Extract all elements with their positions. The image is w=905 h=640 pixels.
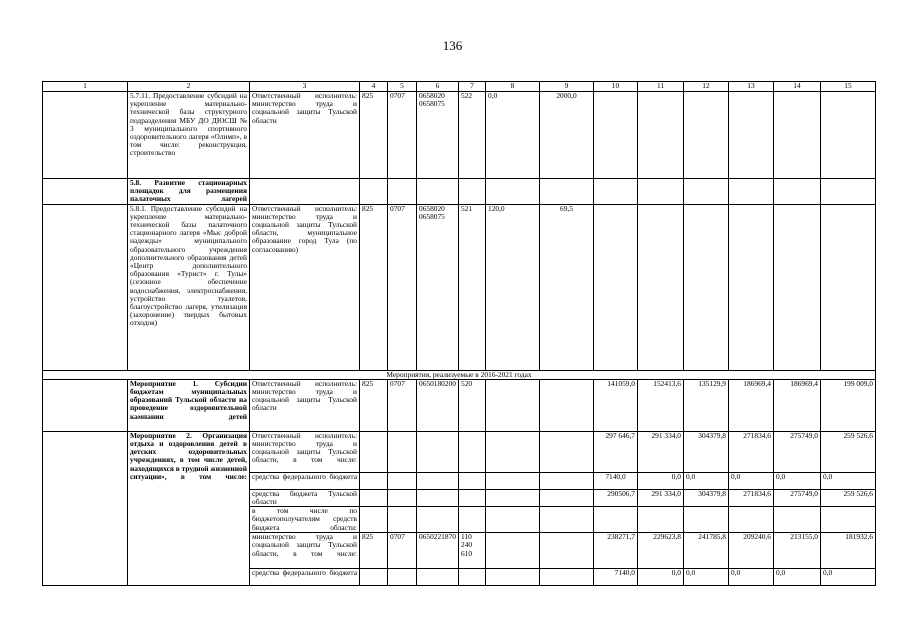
col-header: 12 xyxy=(684,82,729,92)
col-header: 5 xyxy=(388,82,417,92)
cell-value: 238271,7 xyxy=(594,533,638,569)
cell-value: 209240,6 xyxy=(729,533,774,569)
cell-value: 0,0 xyxy=(638,472,684,489)
cell-value: 69,5 xyxy=(540,204,594,370)
table-row xyxy=(43,379,876,431)
executor: Ответственный исполнитель: министерство труда и социальной защиты Тульской области xyxy=(250,379,360,431)
cell-grbs: 825 xyxy=(360,379,388,431)
table-row xyxy=(43,431,876,472)
col-header: 9 xyxy=(540,82,594,92)
cell-value: 0,0 xyxy=(638,569,684,586)
subsection-title: 5.8. Развитие стационарных площадок для размещения палаточных лагерей xyxy=(128,179,250,205)
executor: средства бюджета Тульской области xyxy=(250,489,360,506)
executor: средства федерального бюджета xyxy=(250,569,360,586)
cell-value: 135129,9 xyxy=(684,379,729,431)
executor: средства федерального бюджета xyxy=(250,472,360,489)
page-number: 136 xyxy=(442,38,463,53)
cell-target: 0650221870 xyxy=(417,533,459,569)
cell-section: 0707 xyxy=(388,533,417,569)
measure-name: Мероприятие 1. Субсидии бюджетам муниципальных образований Тульской области на проведение оздоровительной кампании детей xyxy=(128,379,250,431)
section-title: Мероприятия, реализуемые в 2016-2021 годах xyxy=(43,370,876,379)
executor: Ответственный исполнитель: министерство труда и социальной защиты Тульской области, в том числе: xyxy=(250,431,360,472)
cell-value: 0,0 xyxy=(774,472,821,489)
col-header: 1 xyxy=(43,82,128,92)
cell-type: 520 xyxy=(459,379,486,431)
cell-grbs: 825 xyxy=(360,92,388,179)
col-header: 3 xyxy=(250,82,360,92)
cell-value: 241785,8 xyxy=(684,533,729,569)
table-row xyxy=(43,204,876,370)
cell-value: 2000,0 xyxy=(540,92,594,179)
cell-type: 521 xyxy=(459,204,486,370)
budget-table xyxy=(42,81,876,586)
cell-value: 199 009,0 xyxy=(821,379,876,431)
cell-value: 291 334,0 xyxy=(638,431,684,472)
cell-value: 229623,8 xyxy=(638,533,684,569)
cell-value: 290506,7 xyxy=(594,489,638,506)
cell-value: 271834,6 xyxy=(729,489,774,506)
measure-name: 5.8.1. Предоставление субсидий на укрепление материально-технической базы палаточного стационарного лагеря «Мыс доброй надежды» муниципального образовательного учреждения дополнительного образования детей «Центр дополнительного образования «Турист» г. Тулы» (сезонное обеспечение водоснабжения, электроснабжения, устройство туалетов, благоустройство лагеря, утилизация (захоронение) твердых бытовых отходов) xyxy=(128,204,250,370)
cell-type: 110 240 610 xyxy=(459,533,486,569)
section-row xyxy=(43,370,876,379)
executor: в том числе по бюджетополучателям средств бюджета области: xyxy=(250,507,360,533)
cell-value: 0,0 xyxy=(774,569,821,586)
cell-section: 0707 xyxy=(388,92,417,179)
cell-value: 0,0 xyxy=(729,569,774,586)
table-row xyxy=(43,179,876,205)
col-header: 8 xyxy=(486,82,540,92)
cell-grbs: 825 xyxy=(360,204,388,370)
cell-target: 0650180200 xyxy=(417,379,459,431)
cell-value: 141059,0 xyxy=(594,379,638,431)
cell-value: 7140,0 xyxy=(594,472,638,489)
executor: Ответственный исполнитель: министерство труда и социальной защиты Тульской области, муниципальное образование город Тула (по согласованию) xyxy=(250,204,360,370)
cell-value: 186969,4 xyxy=(729,379,774,431)
cell-value: 0,0 xyxy=(486,92,540,179)
col-header: 6 xyxy=(417,82,459,92)
header-row xyxy=(43,82,876,92)
cell-value: 186969,4 xyxy=(774,379,821,431)
cell-value: 259 526,6 xyxy=(821,489,876,506)
cell-value: 275749,0 xyxy=(774,489,821,506)
cell-value: 0,0 xyxy=(684,569,729,586)
cell-value: 259 526,6 xyxy=(821,431,876,472)
cell-value: 0,0 xyxy=(684,472,729,489)
cell-value: 152413,6 xyxy=(638,379,684,431)
col-header: 14 xyxy=(774,82,821,92)
cell-section: 0707 xyxy=(388,379,417,431)
measure-name: 5.7.11. Предоставление субсидий на укрепление материально-технической базы структурного подразделения МБУ ДО ДЮСШ № 3 муниципального спортивного оздоровительного лагеря «Олимп», в том числе: реконструкция, строительство xyxy=(128,92,250,179)
col-header: 10 xyxy=(594,82,638,92)
table-row xyxy=(43,92,876,179)
cell-value: 213155,0 xyxy=(774,533,821,569)
cell-value: 291 334,0 xyxy=(638,489,684,506)
measure-name: Мероприятие 2. Организация отдыха и оздоровления детей в детских оздоровительных учреждениях, в том числе детей, находящихся в трудной жизненной ситуации», в том числе: xyxy=(128,431,250,585)
cell-target: 0658020 0658075 xyxy=(417,204,459,370)
cell-value: 304379,8 xyxy=(684,489,729,506)
cell-value: 271834,6 xyxy=(729,431,774,472)
cell-value: 0,0 xyxy=(821,472,876,489)
cell-value: 7140,0 xyxy=(594,569,638,586)
col-header: 7 xyxy=(459,82,486,92)
cell-value: 297 646,7 xyxy=(594,431,638,472)
executor: Ответственный исполнитель: министерство труда и социальной защиты Тульской области xyxy=(250,92,360,179)
cell-value: 0,0 xyxy=(821,569,876,586)
cell-grbs: 825 xyxy=(360,533,388,569)
col-header: 15 xyxy=(821,82,876,92)
cell-value: 304379,8 xyxy=(684,431,729,472)
col-header: 13 xyxy=(729,82,774,92)
cell-value: 0,0 xyxy=(729,472,774,489)
cell-value: 275749,0 xyxy=(774,431,821,472)
executor: министерство труда и социальной защиты Тульской области, в том числе: xyxy=(250,533,360,569)
cell-type: 522 xyxy=(459,92,486,179)
col-header: 11 xyxy=(638,82,684,92)
cell-value: 120,0 xyxy=(486,204,540,370)
cell-section: 0707 xyxy=(388,204,417,370)
cell-target: 0658020 0658075 xyxy=(417,92,459,179)
col-header: 4 xyxy=(360,82,388,92)
col-header: 2 xyxy=(128,82,250,92)
cell-value: 181932,6 xyxy=(821,533,876,569)
